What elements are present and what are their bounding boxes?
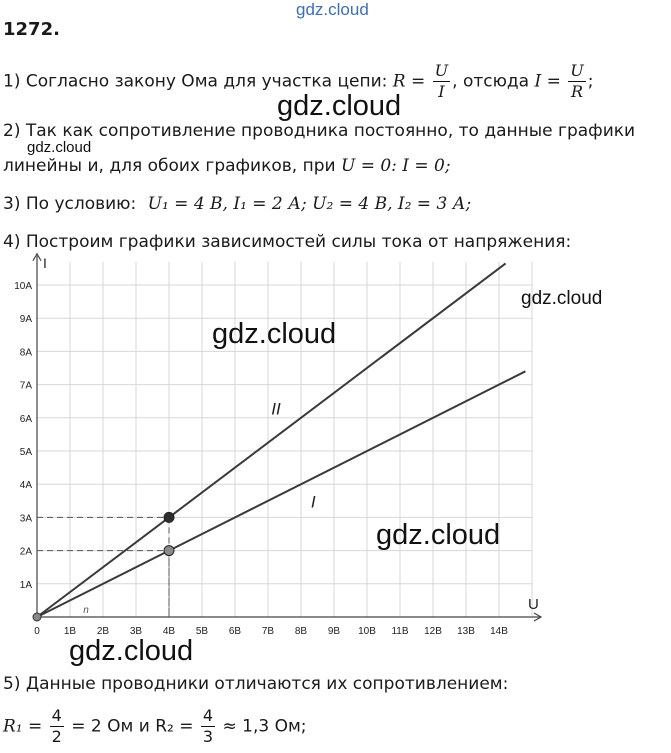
y-tick-label: 3А <box>19 513 32 525</box>
watermark: gdz.cloud <box>376 519 501 551</box>
x-tick-label: 3В <box>129 626 143 637</box>
series-line-1 <box>37 371 525 617</box>
step-4: 4) Построим графики зависимостей силы тока от напряжения: <box>3 232 572 252</box>
y-tick-label: 2А <box>19 546 32 558</box>
x-tick-label: 11В <box>391 626 409 637</box>
x-tick-label: 4В <box>162 626 176 637</box>
watermark: gdz.cloud <box>277 90 402 122</box>
r1-label: R₁ = <box>3 716 43 737</box>
x-axis-label: U <box>528 596 539 613</box>
axes <box>33 254 541 621</box>
x-tick-label: 1В <box>63 626 77 637</box>
y-tick-label: 5А <box>19 447 32 458</box>
y-tick-label: 9А <box>19 314 32 326</box>
step-1-R: R <box>392 71 406 92</box>
step-1-comma: , отсюда <box>452 71 530 92</box>
problem-number-value: 1272 <box>3 19 54 40</box>
fraction-numerator: 4 <box>202 706 214 725</box>
fraction-denominator: 3 <box>202 727 214 746</box>
series-lines <box>37 263 525 617</box>
y-tick-label: 6А <box>19 413 32 425</box>
step-1-end: ; <box>587 71 594 92</box>
fraction-denominator: I <box>438 82 445 101</box>
y-tick-label: 1А <box>19 579 32 591</box>
step-3-text: 3) По условию: <box>3 194 137 214</box>
step-2-formula: U = 0: I = 0; <box>340 156 451 176</box>
r2-result: ≈ 1,3 Ом; <box>222 716 307 737</box>
x-tick-label: 10В <box>358 626 376 637</box>
step-1-I: I <box>534 71 542 92</box>
watermark: gdz.cloud <box>27 139 92 156</box>
watermark-top: gdz.cloud <box>296 0 369 19</box>
tick-labels <box>14 255 539 637</box>
watermark: gdz.cloud <box>521 288 603 309</box>
x-tick-label: 0 <box>34 626 40 637</box>
series-line-2 <box>37 263 506 617</box>
x-tick-label: 12В <box>424 626 442 637</box>
x-tick-label: 2В <box>96 626 110 637</box>
problem-number-period: . <box>53 19 60 40</box>
marked-point <box>164 512 174 522</box>
origin-point <box>33 613 41 621</box>
watermark: gdz.cloud <box>212 318 337 350</box>
step-6 <box>3 708 307 745</box>
fraction-4-over-3 <box>201 708 215 745</box>
fraction-denominator: 2 <box>51 727 62 746</box>
step-2-text: линейны и, для обоих графиков, при <box>3 156 336 176</box>
step-2-line-1: 2) Так как сопротивление проводника постоянно, то данные графики <box>3 121 636 141</box>
grid <box>37 262 532 617</box>
x-tick-label: 7В <box>261 626 275 637</box>
fraction-denominator: R <box>571 82 584 101</box>
y-tick-label: 8А <box>19 347 32 359</box>
fraction-4-over-2 <box>50 708 64 745</box>
y-axis-label: I <box>43 254 47 271</box>
x-tick-label: 9В <box>327 626 341 637</box>
x-tick-label: 14В <box>490 626 508 637</box>
y-tick-label: 10А <box>14 281 32 292</box>
x-tick-label: 6В <box>228 626 242 637</box>
y-tick-label: 4А <box>19 480 32 492</box>
step-1-eq2: = <box>546 71 561 92</box>
marked-point <box>164 546 174 556</box>
r1-result: = 2 Ом и R₂ = <box>71 716 194 737</box>
fraction-numerator: 4 <box>51 706 62 725</box>
fraction-numerator: U <box>570 61 584 80</box>
series-label-1: I <box>310 492 316 512</box>
small-label: n <box>83 605 89 616</box>
y-tick-label: 7А <box>19 380 32 392</box>
step-1-text: 1) Согласно закону Ома для участка цепи: <box>3 71 388 92</box>
x-tick-label: 13В <box>457 626 475 637</box>
fraction-numerator: U <box>434 61 449 80</box>
x-tick-label: 8В <box>294 626 308 637</box>
x-tick-label: 5В <box>195 626 209 637</box>
step-3-conditions: U₁ = 4 В, I₁ = 2 А; U₂ = 4 В, I₂ = 3 А; <box>147 194 472 214</box>
step-1-eq: = <box>411 71 426 92</box>
step-5: 5) Данные проводники отличаются их сопротивлением: <box>3 674 509 694</box>
watermark: gdz.cloud <box>69 635 194 667</box>
series-label-2: II <box>271 399 281 419</box>
